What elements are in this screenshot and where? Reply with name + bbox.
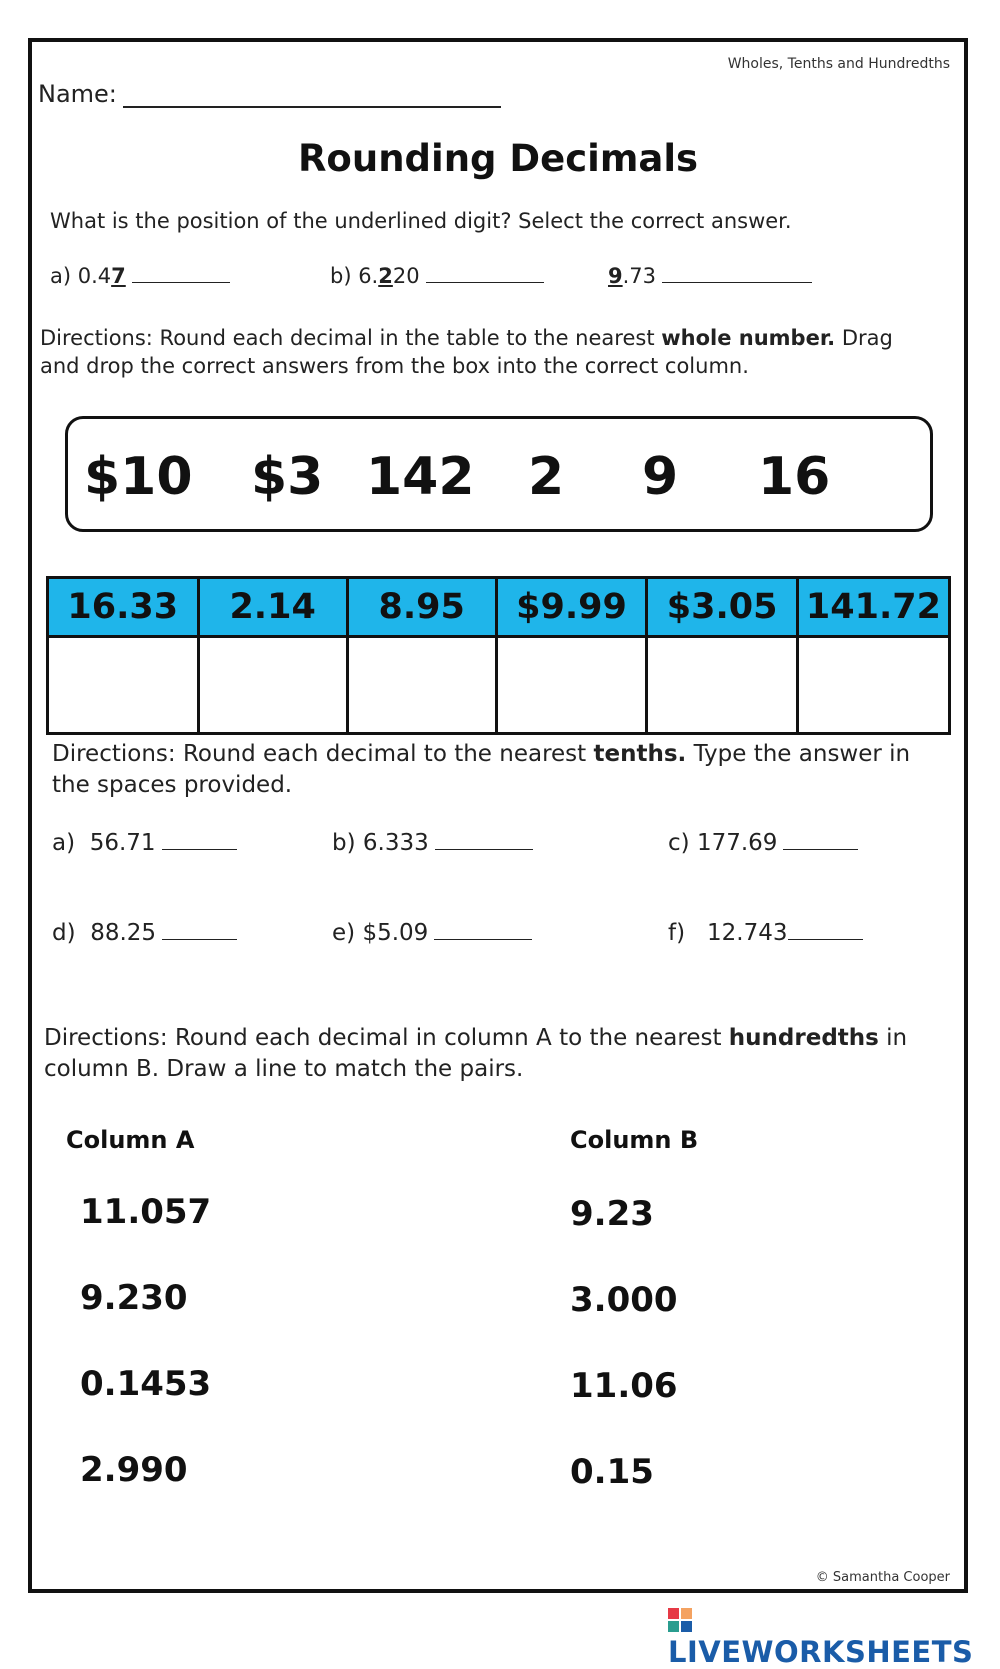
column-a-heading: Column A [66,1126,195,1154]
brand-name: LIVEWORKSHEETS [668,1635,974,1669]
directions-tenths: Directions: Round each decimal to the nearest tenths. Type the answer in the spaces provided. [52,741,911,798]
name-input-line[interactable] [123,82,501,108]
table-header-cell: 141.72 [797,578,949,637]
directions-hundredths: Directions: Round each decimal in column A to the nearest hundredths in column B. Draw a line to match the pairs. [44,1025,908,1082]
liveworksheets-icon [668,1608,692,1632]
column-b-item[interactable]: 3.000 [570,1280,678,1320]
liveworksheets-logo [668,1601,1000,1669]
tenths-item-a: a) 56.71 [52,830,237,856]
column-a-item[interactable]: 11.057 [80,1192,212,1232]
table-drop-row [48,637,950,734]
column-b-item[interactable]: 9.23 [570,1194,654,1234]
tenths-item-d: d) 88.25 [52,920,237,946]
tenths-input-c[interactable] [783,831,858,850]
drag-chip[interactable]: 2 [528,447,565,507]
tenths-item-b: b) 6.333 [332,830,533,856]
drop-zone[interactable] [48,637,199,734]
worksheet-subtitle: Wholes, Tenths and Hundredths [727,56,950,72]
position-item-c: 9.73 [608,264,812,288]
answer-select-a[interactable] [132,264,230,283]
tenths-item-c: c) 177.69 [668,830,858,856]
drop-zone[interactable] [647,637,798,734]
answer-select-b[interactable] [426,264,544,283]
name-row [38,80,501,108]
drag-chip[interactable]: 142 [366,447,475,507]
table-header-cell: 16.33 [48,578,199,637]
copyright: © Samantha Cooper [815,1570,950,1585]
table-header-cell: $9.99 [496,578,647,637]
position-item-b: b) 6.220 [330,264,544,288]
position-question: What is the position of the underlined digit? Select the correct answer. [50,209,792,233]
position-item-a: a) 0.47 [50,264,230,288]
drag-chip[interactable]: $3 [251,447,324,507]
drop-zone[interactable] [797,637,949,734]
table-header-cell: 8.95 [347,578,496,637]
answer-select-c[interactable] [662,264,812,283]
column-a-item[interactable]: 9.230 [80,1278,188,1318]
drag-chip[interactable]: $10 [84,447,193,507]
directions-whole-number: Directions: Round each decimal in the table to the nearest whole number. Drag and drop the correct answers from the box into the correct column. [40,326,893,378]
drop-zone[interactable] [198,637,347,734]
drop-zone[interactable] [347,637,496,734]
name-label: Name: [38,80,117,108]
worksheet-page [28,38,968,1593]
drop-zone[interactable] [496,637,647,734]
rounding-table [46,576,951,735]
tenths-item-f: f) 12.743 [668,920,863,946]
drag-chip[interactable]: 9 [642,447,679,507]
tenths-input-a[interactable] [162,831,237,850]
tenths-item-e: e) $5.09 [332,920,532,946]
column-b-item[interactable]: 0.15 [570,1452,654,1492]
tenths-input-e[interactable] [434,921,532,940]
column-a-item[interactable]: 0.1453 [80,1364,212,1404]
tenths-input-f[interactable] [788,921,863,940]
column-b-item[interactable]: 11.06 [570,1366,678,1406]
drag-chip[interactable]: 16 [758,447,831,507]
table-header-row [48,578,950,637]
drag-answer-box [65,416,933,532]
tenths-input-b[interactable] [435,831,533,850]
column-b-heading: Column B [570,1126,699,1154]
table-header-cell: $3.05 [647,578,798,637]
page-title: Rounding Decimals [297,137,699,180]
table-header-cell: 2.14 [198,578,347,637]
tenths-input-d[interactable] [162,921,237,940]
column-a-item[interactable]: 2.990 [80,1450,188,1490]
